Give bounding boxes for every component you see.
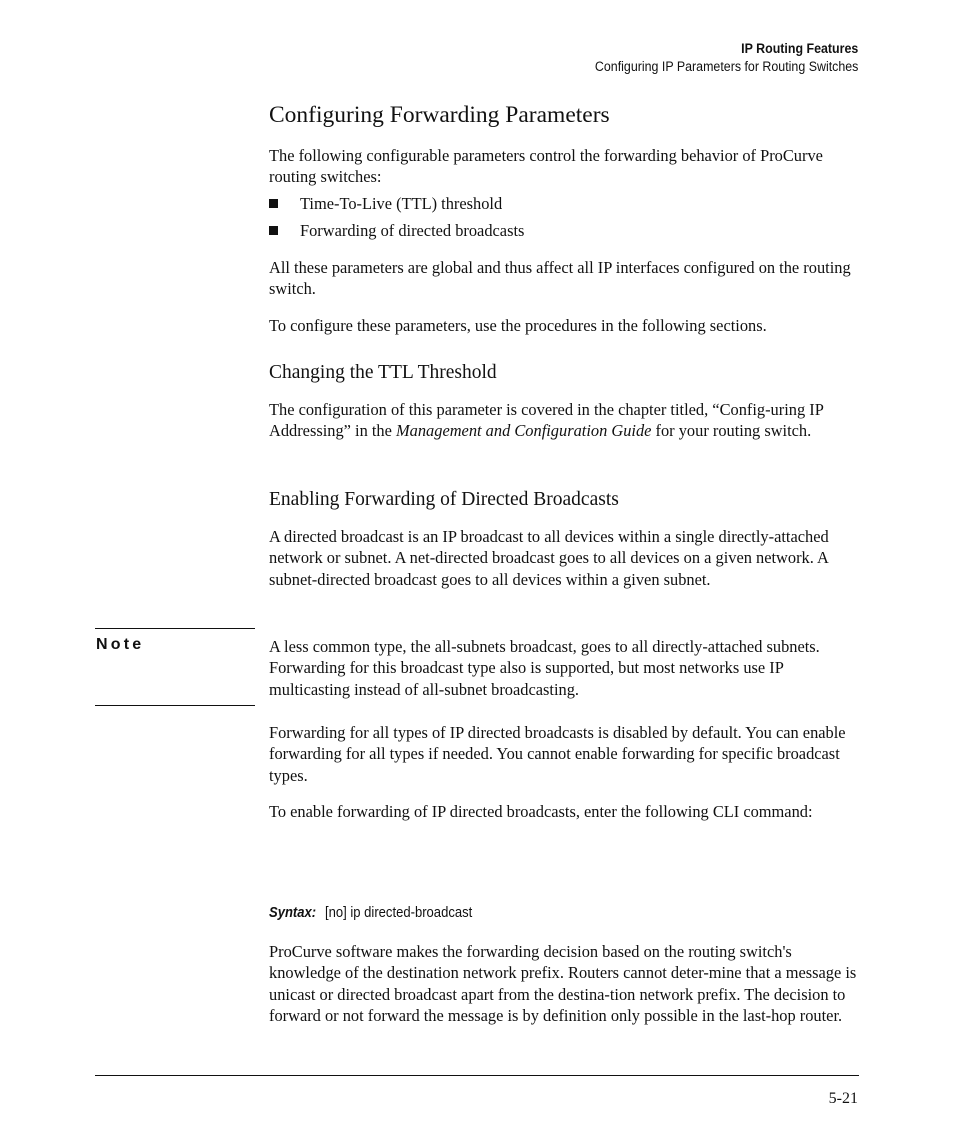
enable-forwarding-paragraph: To enable forwarding of IP directed broadcasts, enter the following CLI command: — [269, 802, 813, 821]
ttl-text-before: The configuration of this parameter is covered in the chapter titled, “Config-uring IP Addressing” in the — [269, 400, 824, 441]
syntax-line — [269, 905, 489, 921]
directed-broadcasts-heading: Enabling Forwarding of Directed Broadcasts — [269, 489, 619, 510]
procurve-paragraph: ProCurve software makes the forwarding decision based on the routing switch's knowledge of the destination network prefix. Routers cannot deter-mine that a message is unicast or directed broadcast apart from the destina-tion network prefix. The decision to forward or not forward the message is by definition only possible in the last-hop router. — [269, 942, 857, 1025]
bullet-text: Time-To-Live (TTL) threshold — [300, 194, 503, 213]
intro-paragraph: The following configurable parameters control the forwarding behavior of ProCurve routing switches: — [269, 146, 823, 187]
running-header-section: Configuring IP Parameters for Routing Switches — [594, 59, 858, 74]
directed-broadcast-paragraph: A directed broadcast is an IP broadcast to all devices within a single directly-attached network or subnet. A net-directed broadcast goes to all devices on a given network. A subnet-directed broadcast goes to all devices within a given subnet. — [269, 527, 829, 589]
bullet-square-icon — [269, 199, 278, 208]
page-number: 5-21 — [828, 1090, 858, 1107]
note-top-rule — [95, 628, 255, 629]
footer-rule — [95, 1075, 859, 1076]
note-bottom-rule — [95, 705, 255, 706]
syntax-label: Syntax: — [269, 905, 317, 921]
page-title: Configuring Forwarding Parameters — [269, 102, 610, 128]
ttl-text-after: for your routing switch. — [651, 421, 812, 441]
bullet-item — [269, 193, 502, 214]
ttl-paragraph — [269, 399, 861, 442]
bullet-square-icon — [269, 226, 278, 235]
guide-title: Management and Configuration Guide — [396, 421, 652, 441]
default-forwarding-paragraph: Forwarding for all types of IP directed broadcasts is disabled by default. You can enable forwarding for all types if needed. You cannot enable forwarding for specific broadcast types. — [269, 723, 846, 785]
ttl-heading: Changing the TTL Threshold — [269, 362, 497, 383]
note-label: Note — [96, 636, 145, 653]
running-header-chapter: IP Routing Features — [740, 41, 858, 56]
bullet-text: Forwarding of directed broadcasts — [300, 221, 525, 240]
note-text: A less common type, the all-subnets broadcast, goes to all directly-attached subnets. Forwarding for this broadcast type also is supported, but most networks use IP multicasting instead of all-subnet broadcasting. — [269, 637, 820, 699]
global-parameters-paragraph: All these parameters are global and thus affect all IP interfaces configured on the routing switch. — [269, 258, 851, 299]
syntax-command: [no] ip directed-broadcast — [325, 905, 473, 921]
configure-paragraph: To configure these parameters, use the procedures in the following sections. — [269, 316, 767, 335]
bullet-item — [269, 220, 524, 241]
